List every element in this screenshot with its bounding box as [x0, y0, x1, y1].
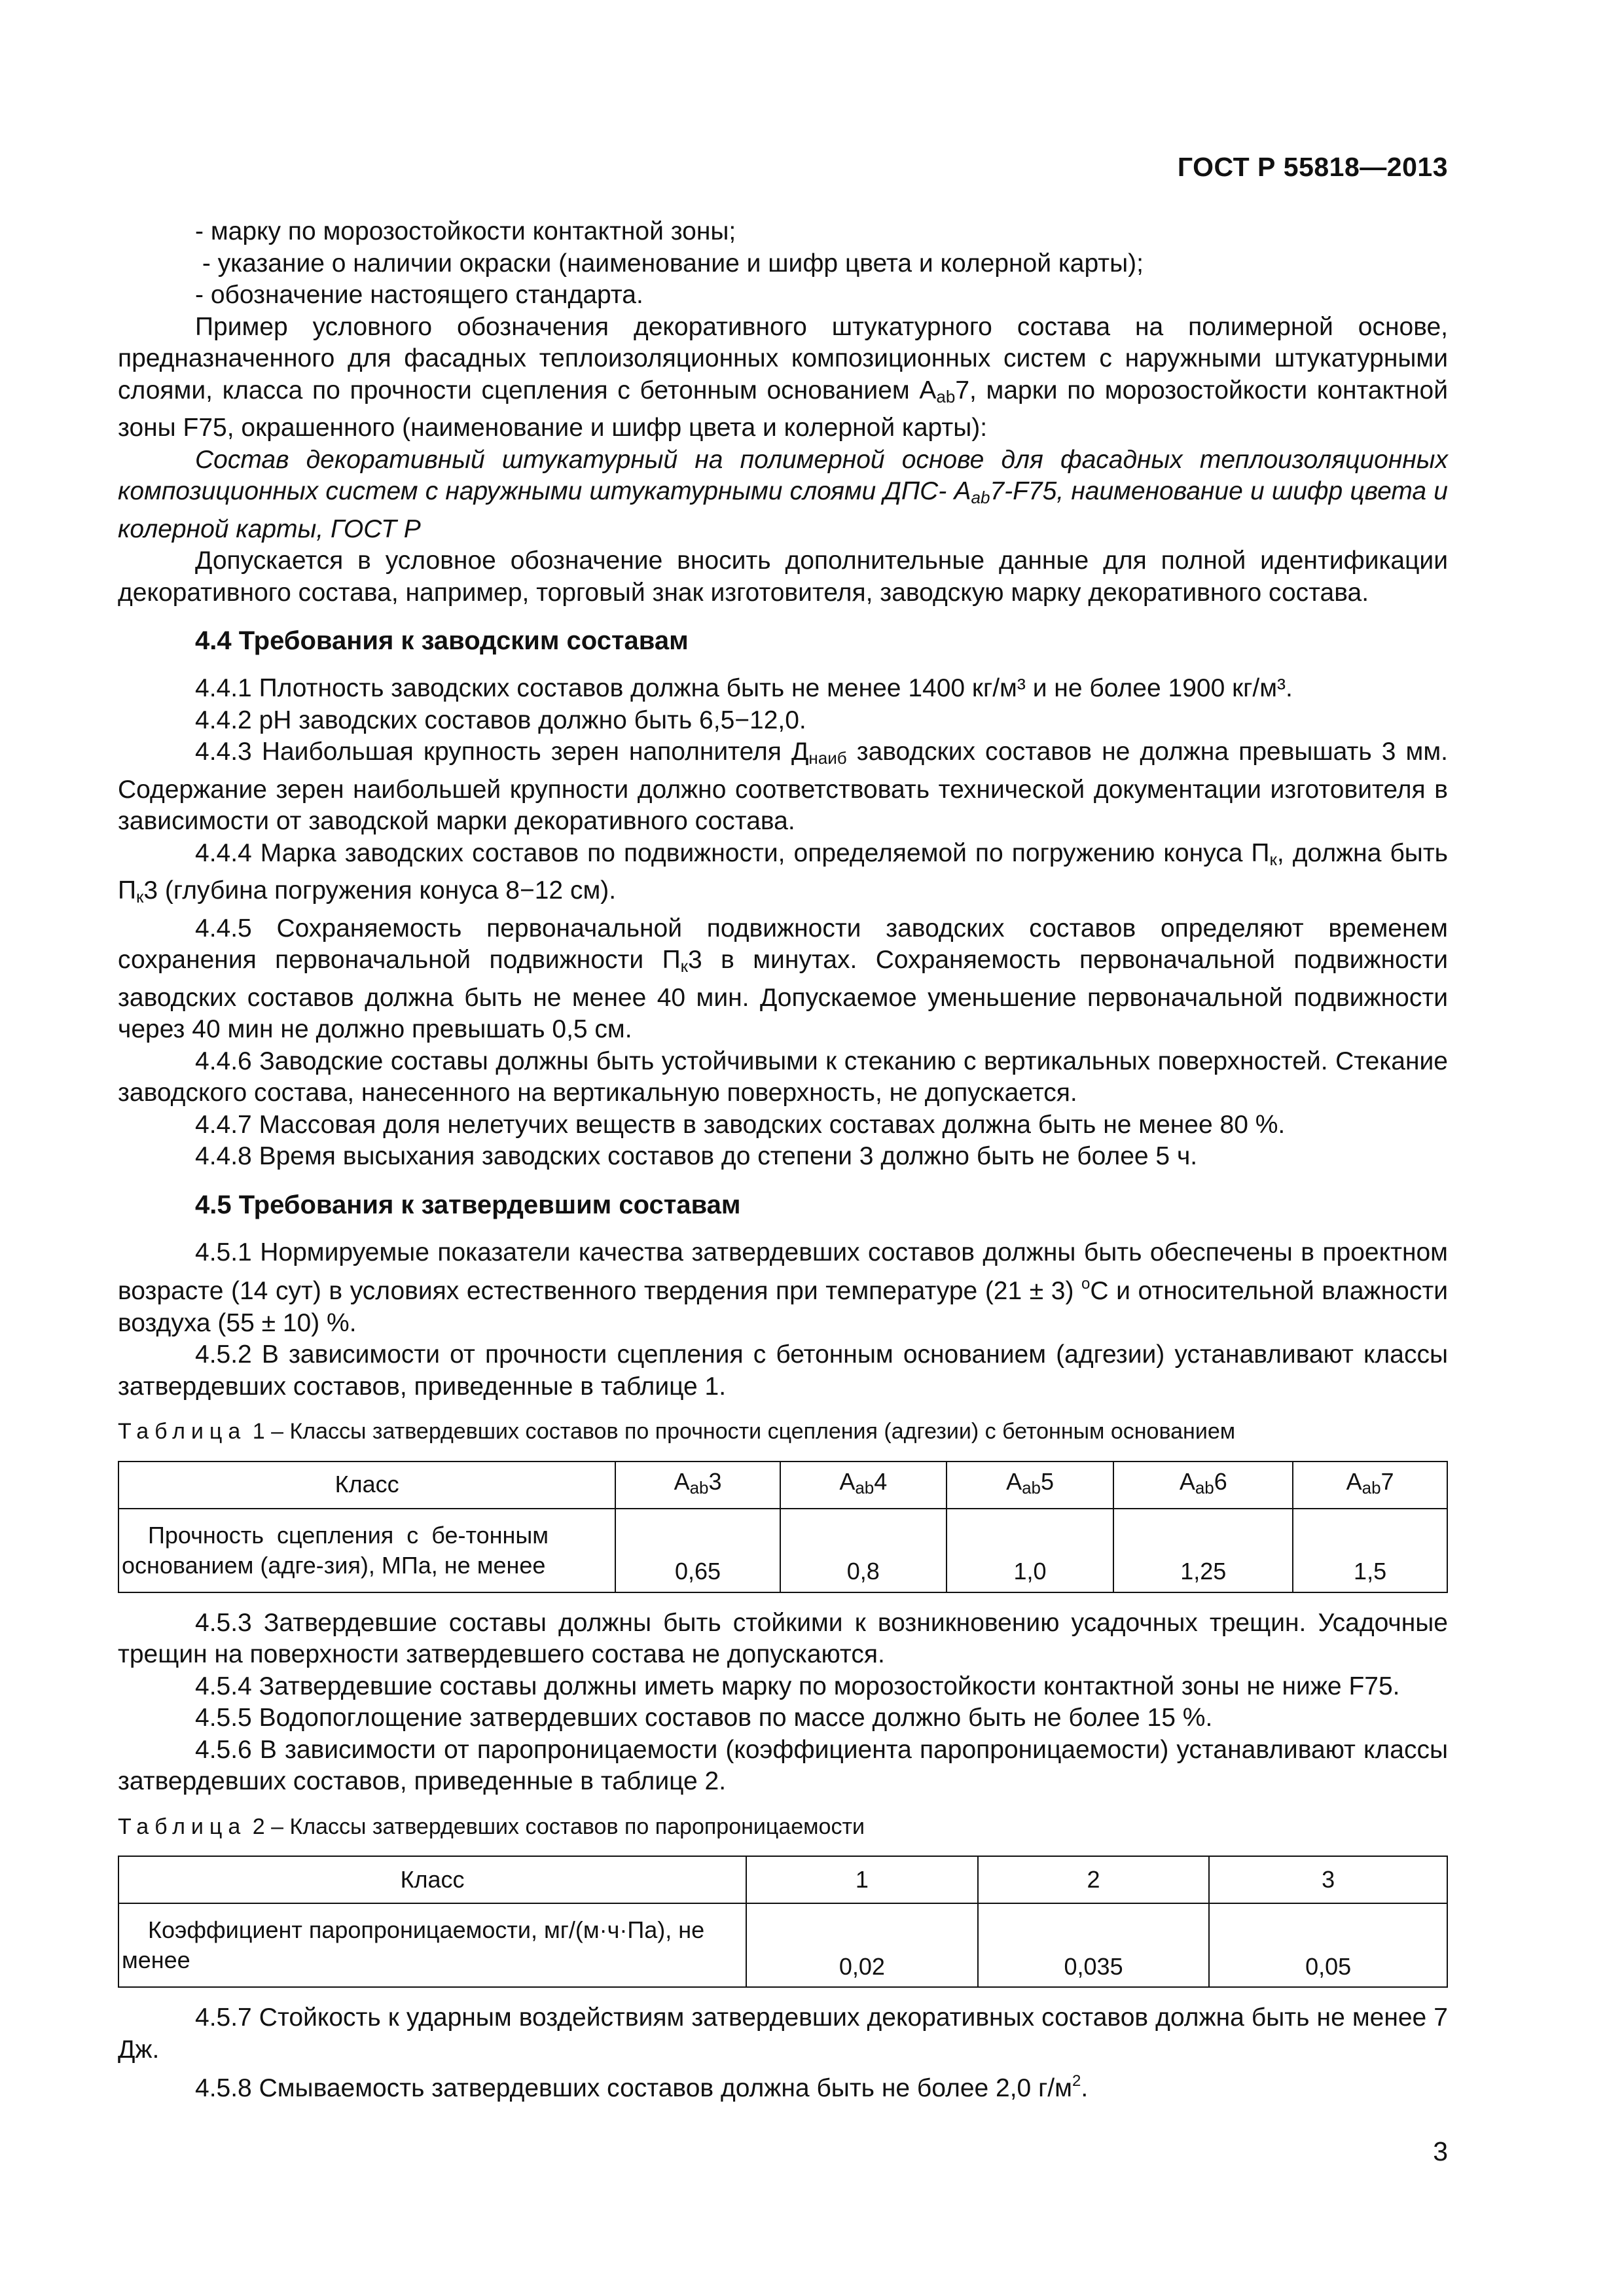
list-item: - обозначение настоящего стандарта. — [195, 281, 643, 309]
table-header-cell: 2 — [978, 1856, 1210, 1903]
clause-4-5-6: 4.5.6 В зависимости от паропроницаемости (коэффициента паропроницаемости) устанавливают классы затвердевших составов, приведенные в таблице 2. — [118, 1735, 1448, 1795]
clause-4-4-8: 4.4.8 Время высыхания заводских составов до степени 3 должно быть не более 5 ч. — [195, 1142, 1198, 1170]
table-cell: 0,02 — [746, 1903, 978, 1987]
clause-4-5-3: 4.5.3 Затвердевшие составы должны быть стойкими к возникновению усадочных трещин. Усадочные трещин на поверхности затвердевшего состава не допускаются. — [118, 1608, 1448, 1668]
clause-4-5-5: 4.5.5 Водопоглощение затвердевших составов по массе должно быть не более 15 %. — [195, 1704, 1213, 1732]
clause-4-5-4: 4.5.4 Затвердевшие составы должны иметь марку по морозостойкости контактной зоны не ниже F75. — [195, 1672, 1400, 1700]
table-cell: 1,5 — [1293, 1509, 1447, 1592]
table-1-caption: Таблица 1 – Классы затвердевших составов по прочности сцепления (адгезии) с бетонным основанием — [118, 1419, 1236, 1444]
table-cell: 0,8 — [780, 1509, 947, 1592]
section-heading-4-5: 4.5 Требования к затвердевшим составам — [195, 1190, 741, 1219]
table-header-cell: 1 — [746, 1856, 978, 1903]
table-1 — [118, 1461, 1448, 1593]
clause-4-4-7: 4.4.7 Массовая доля нелетучих веществ в заводских составах должна быть не менее 80 %. — [195, 1110, 1286, 1139]
table-2-caption: Таблица 2 – Классы затвердевших составов по паропроницаемости — [118, 1814, 865, 1839]
list-item: - марку по морозостойкости контактной зоны; — [195, 217, 736, 245]
table-cell: 0,05 — [1209, 1903, 1447, 1987]
table-row-label: Прочность сцепления с бе-тонным основанием (адге-зия), МПа, не менее — [118, 1509, 615, 1592]
designation-note: Допускается в условное обозначение вносить дополнительные данные для полной идентификации декоративного состава, например, торговый знак изготовителя, заводскую марку декоративного состава. — [118, 547, 1448, 607]
table-row — [118, 1509, 1447, 1592]
table-header-cell: $А_{ab}4$ — [780, 1462, 947, 1509]
table-header-cell: $А_{ab}5$ — [947, 1462, 1114, 1509]
clause-4-4-3: 4.4.3 Наибольшая крупность зерен наполнителя $Д_{наиб}$ заводских составов не должна превышать 3 мм. Содержание зерен наибольшей крупности должно соответствовать технической документации изготовителя в зависимости от заводской марки декоративного состава. — [118, 738, 1448, 835]
table-cell: 0,035 — [978, 1903, 1210, 1987]
table-header-cell: 3 — [1209, 1856, 1447, 1903]
table-cell: 1,25 — [1113, 1509, 1293, 1592]
clause-4-5-2: 4.5.2 В зависимости от прочности сцепления с бетонным основанием (адгезии) устанавливают классы затвердевших составов, приведенные в таблице 1. — [118, 1340, 1448, 1401]
designation-example: Пример условного обозначения декоративного штукатурного состава на полимерной основе, предназначенного для фасадных теплоизоляционных композиционных систем с наружными штукатурными слоями, класса по прочности сцепления с бетонным основанием $А_{ab}7$, марки по морозостойкости контактной зоны F75, окрашенного (наименование и шифр цвета и колерной карты): — [118, 312, 1448, 442]
section-heading-4-4: 4.4 Требования к заводским составам — [195, 626, 689, 655]
standard-header: ГОСТ Р 55818—2013 — [1177, 152, 1448, 182]
clause-4-5-7: 4.5.7 Стойкость к ударным воздействиям затвердевших декоративных составов должна быть не менее 7 Дж. — [118, 2003, 1448, 2064]
table-header-cell: $А_{ab}7$ — [1293, 1462, 1447, 1509]
table-header-cell: Класс — [118, 1462, 615, 1509]
table-2 — [118, 1856, 1448, 1988]
clause-4-4-5: 4.4.5 Сохраняемость первоначальной подвижности заводских составов определяют временем сохранения первоначальной подвижности $П_к3$ в минутах. Сохраняемость первоначальной подвижности заводских составов должна быть не менее 40 мин. Допускаемое уменьшение первоначальной подвижности через 40 мин не должно превышать 0,5 см. — [118, 914, 1448, 1043]
table-cell: 0,65 — [615, 1509, 780, 1592]
clause-4-5-8: 4.5.8 Смываемость затвердевших составов должна быть не более 2,0 $г/м^2$. — [195, 2072, 1089, 2102]
page-content — [118, 216, 1448, 2105]
clause-4-4-4: 4.4.4 Марка заводских составов по подвижности, определяемой по погружению конуса $П_к$, должна быть $П_к3$ (глубина погружения конуса 8−12 см). — [118, 838, 1448, 906]
clause-4-4-6: 4.4.6 Заводские составы должны быть устойчивыми к стеканию с вертикальных поверхностей. Стекание заводского состава, нанесенного на вертикальную поверхность, не допускается. — [118, 1047, 1448, 1107]
table-header-cell: $А_{ab}3$ — [615, 1462, 780, 1509]
table-header-cell: Класс — [118, 1856, 746, 1903]
table-cell: 1,0 — [947, 1509, 1114, 1592]
table-header-cell: $А_{ab}6$ — [1113, 1462, 1293, 1509]
clause-4-4-1: 4.4.1 Плотность заводских составов должна быть не менее 1400 кг/м³ и не более 1900 кг/м³. — [195, 674, 1293, 702]
clause-4-5-1: 4.5.1 Нормируемые показатели качества затвердевших составов должны быть обеспечены в проектном возрасте (14 сут) в условиях естественного твердения при температуре (21 ± 3) $^o$С и относительной влажности воздуха (55 ± 10) %. — [118, 1238, 1448, 1337]
table-row — [118, 1903, 1447, 1987]
designation-example-italic: Состав декоративный штукатурный на полимерной основе для фасадных теплоизоляционных композиционных систем с наружными штукатурными слоями ДПС- $А_{ab}7-F75$, наименование и шифр цвета и колерной карты, ГОСТ Р — [118, 445, 1448, 543]
table-header-row — [118, 1856, 1447, 1903]
clause-4-4-2: 4.4.2 рН заводских составов должно быть 6,5−12,0. — [195, 706, 806, 734]
list-item: - указание о наличии окраски (наименование и шифр цвета и колерной карты); — [195, 249, 1144, 278]
table-row-label: Коэффициент паропроницаемости, мг/(м·ч·Па), не менее — [118, 1903, 746, 1987]
page-number: 3 — [1433, 2136, 1448, 2166]
table-header-row — [118, 1462, 1447, 1509]
